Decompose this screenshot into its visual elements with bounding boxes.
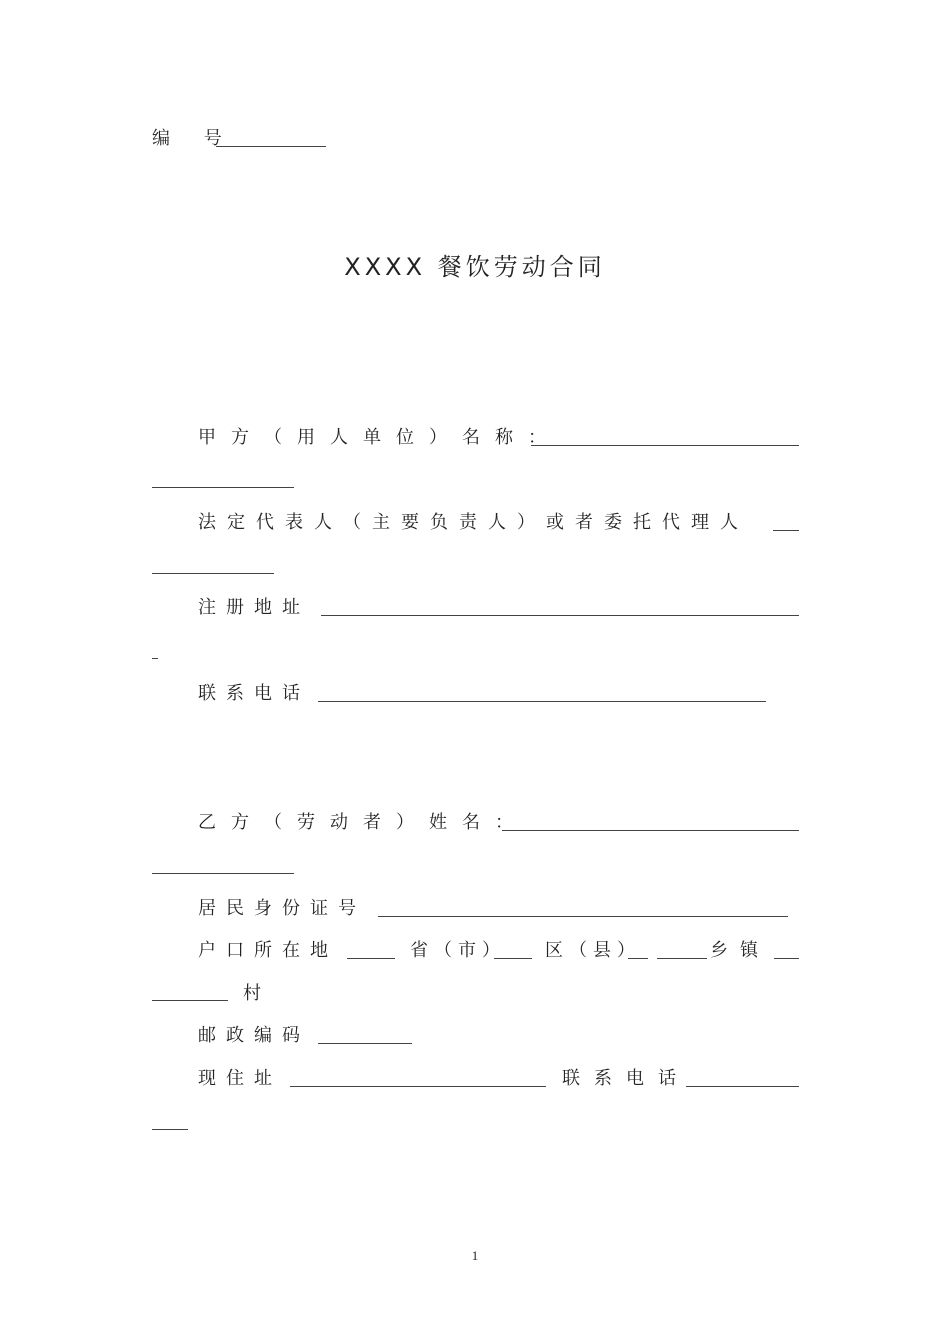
hukou-town-label: 乡镇 [710,940,770,961]
party-b-phone-field-cont[interactable] [152,1129,188,1130]
hukou-city-field[interactable] [494,958,532,959]
party-b-name-field[interactable] [502,830,799,831]
party-b-postcode-label: 邮政编码 [198,1025,310,1046]
hukou-district-field[interactable] [628,958,648,959]
party-a-representative-label: 法定代表人（主要负责人）或者委托代理人 [198,512,749,533]
hukou-town-field[interactable] [774,958,799,959]
hukou-province-label: 省（市） [410,940,506,961]
hukou-province-field[interactable] [347,958,395,959]
page-number: 1 [471,1248,479,1263]
party-b-id-field[interactable] [378,916,788,917]
contract-number-label: 编 号 [152,128,236,149]
hukou-village-field[interactable] [152,1000,228,1001]
party-a-name-field[interactable] [531,445,799,446]
party-b-address-field[interactable] [290,1086,546,1087]
party-b-postcode-field[interactable] [318,1043,412,1044]
party-b-name-label: 乙方（劳动者）姓名： [198,812,528,833]
party-a-phone-field[interactable] [318,701,766,702]
party-a-representative-field-cont[interactable] [152,573,274,574]
party-b-hukou-label: 户口所在地 [198,940,338,961]
party-b-id-label: 居民身份证号 [198,898,366,919]
hukou-village-label: 村 [243,983,273,1004]
contract-number-field[interactable] [216,146,326,147]
party-b-address-label: 现住址 [198,1068,282,1089]
party-a-phone-label: 联系电话 [198,683,310,704]
party-a-name-label: 甲方（用人单位）名称： [198,427,561,448]
hukou-district-label: 区（县） [545,940,641,961]
party-a-address-field-cont[interactable] [152,658,158,659]
party-b-phone-field[interactable] [686,1086,799,1087]
document-title: XXXX 餐饮劳动合同 [344,253,606,281]
party-a-name-field-cont[interactable] [152,487,294,488]
party-a-representative-field[interactable] [773,530,799,531]
party-b-phone-label: 联系电话 [562,1068,690,1089]
party-a-address-label: 注册地址 [198,597,310,618]
hukou-district-field-2[interactable] [657,958,707,959]
party-a-address-field[interactable] [321,615,799,616]
party-b-name-field-cont[interactable] [152,873,294,874]
